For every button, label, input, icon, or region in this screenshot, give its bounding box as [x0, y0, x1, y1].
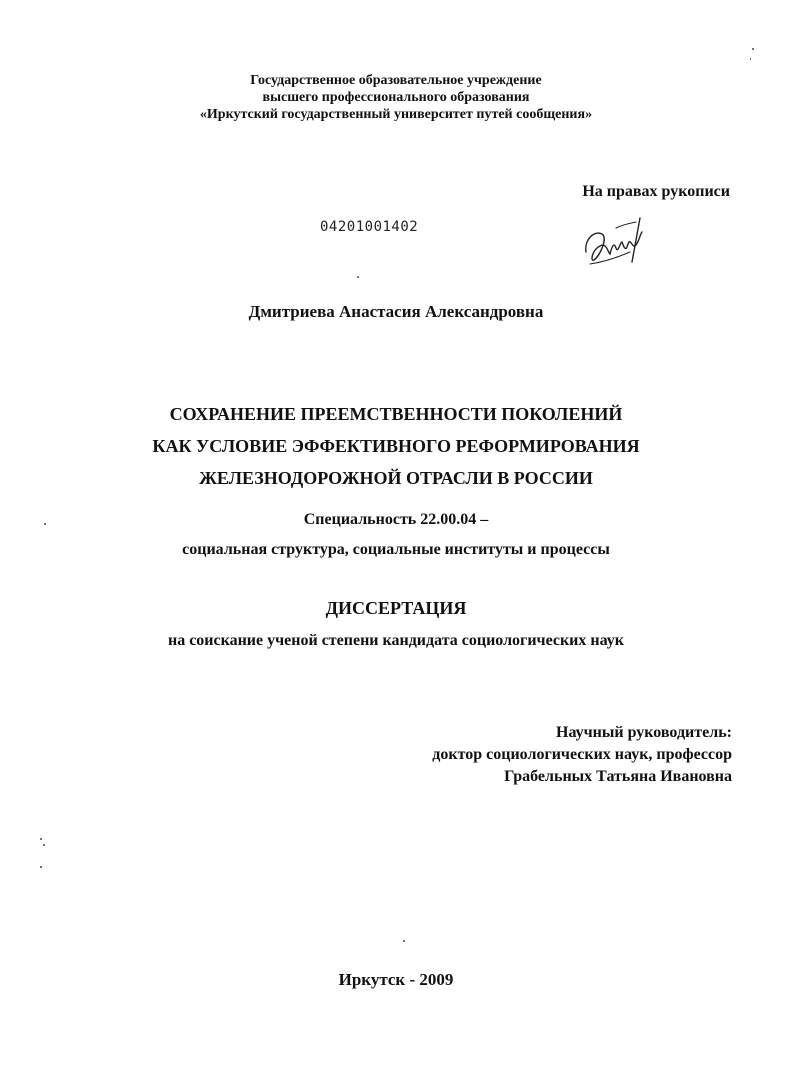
supervisor-rank: доктор социологических наук, профессор: [432, 746, 732, 763]
scan-speck: [40, 838, 42, 840]
supervisor-name: Грабельных Татьяна Ивановна: [504, 768, 732, 785]
scan-speck: [403, 940, 405, 942]
scan-speck: [357, 276, 359, 278]
supervisor-block: [432, 722, 732, 788]
specialty-code: Специальность 22.00.04 –: [303, 511, 489, 528]
institution-line-2: высшего профессионального образования: [262, 90, 530, 105]
manuscript-rights-note: На правах рукописи: [582, 183, 730, 200]
supervisor-label: Научный руководитель:: [556, 724, 732, 741]
title-line-2: КАК УСЛОВИЕ ЭФФЕКТИВНОГО РЕФОРМИРОВАНИЯ: [152, 436, 640, 456]
title-line-1: СОХРАНЕНИЕ ПРЕЕМСТВЕННОСТИ ПОКОЛЕНИЙ: [169, 404, 623, 424]
document-type: ДИССЕРТАЦИЯ: [325, 598, 467, 618]
institution-header: [0, 72, 792, 123]
scan-speck: [750, 58, 751, 60]
specialty-name: социальная структура, социальные институты и процессы: [182, 541, 610, 558]
catalog-number: 04201001402: [320, 219, 419, 235]
handwritten-signature: [580, 212, 656, 270]
author-name: Дмитриева Анастасия Александровна: [248, 302, 544, 321]
institution-line-3: «Иркутский государственный университет путей сообщения»: [199, 107, 593, 122]
scan-speck: [752, 48, 754, 50]
dissertation-title: [0, 398, 792, 494]
city-year: Иркутск - 2009: [338, 970, 454, 989]
scan-speck: [43, 844, 45, 846]
institution-line-1: Государственное образовательное учреждение: [250, 73, 542, 88]
scan-speck: [40, 866, 42, 868]
title-line-3: ЖЕЛЕЗНОДОРОЖНОЙ ОТРАСЛИ В РОССИИ: [199, 468, 593, 488]
degree-line: на соискание ученой степени кандидата социологических наук: [167, 632, 625, 649]
